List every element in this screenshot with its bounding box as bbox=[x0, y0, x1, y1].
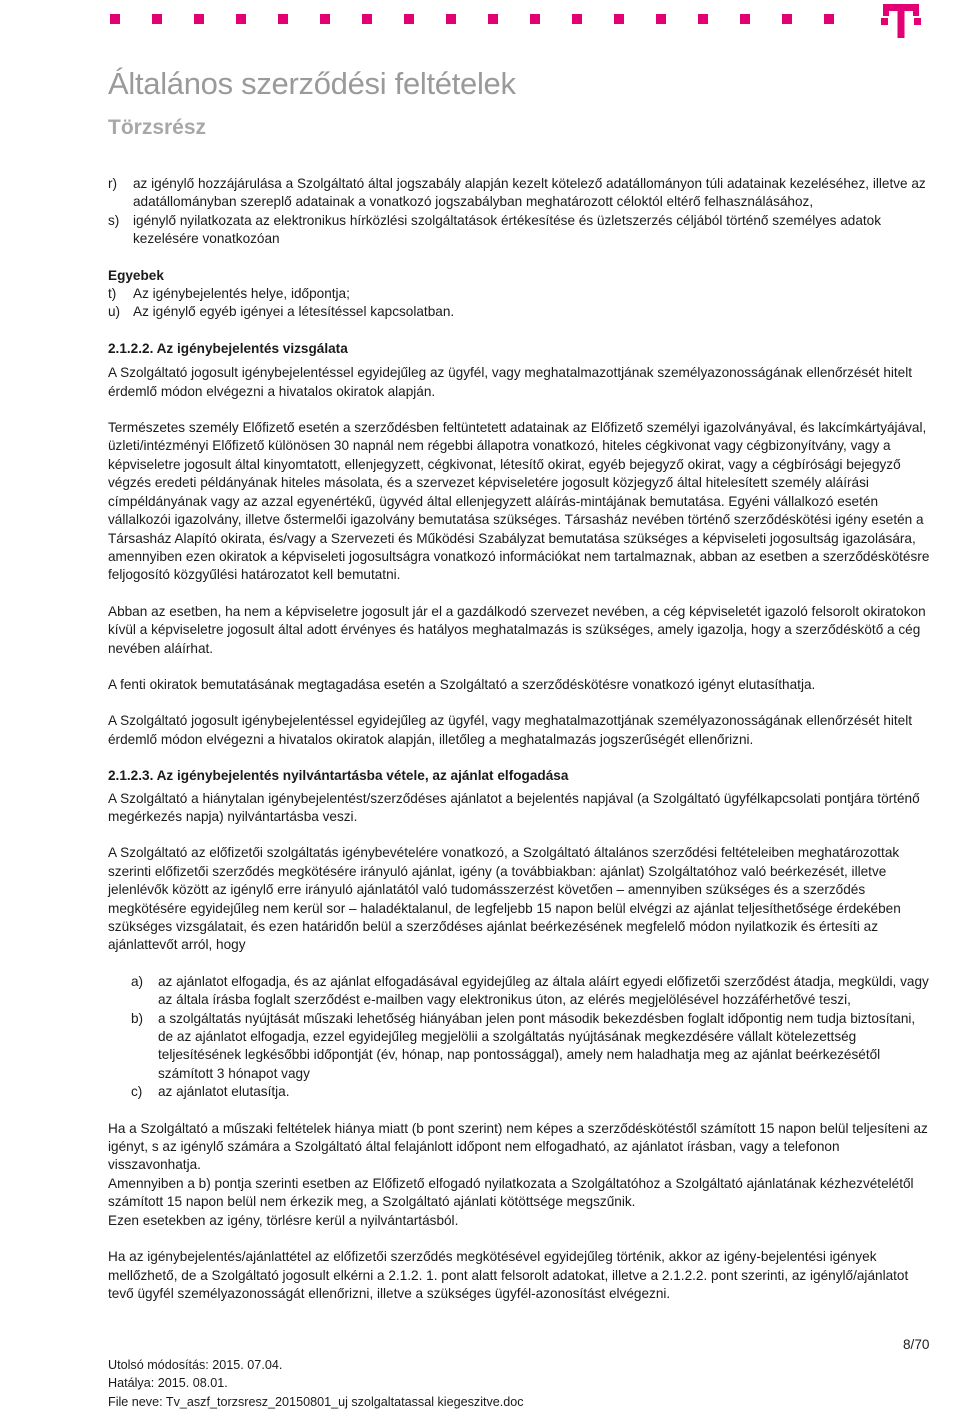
list-marker: c) bbox=[131, 1084, 143, 1100]
page-footer bbox=[108, 1356, 524, 1411]
section-heading-2123: 2.1.2.3. Az igénybejelentés nyilvántartásba vétele, az ajánlat elfogadása bbox=[108, 768, 569, 784]
paragraph: A Szolgáltató az előfizetői szolgáltatás igénybevételére vonatkozó, a Szolgáltató általános szerződési feltételeiben meghatározottak szerinti előfizetői szerződés megkötésére irányuló ajánlat, igény (a továbbiakban: ajánlat) Szolgáltatóhoz való beérkezését, illetve jelenlévők között az igénylő erre irányuló ajánlatától való tudomásszerzést követően – amennyiben szükséges és a szerződés megkötésére egyidejűleg nem kerül sor – haladéktalanul, de legfeljebb 15 napon belül elvégzi az ajánlat teljesíthetősége érdekében szükséges vizsgálatait, és ezen határidőn belül a szerződéses ajánlat beérkezésének megfelelő módon nyilatkozik és értesíti az ajánlattevőt arról, hogy bbox=[108, 845, 901, 953]
square-icon bbox=[152, 14, 162, 24]
paragraph: Ezen esetekben az igény, törlésre kerül a nyilvántartásból. bbox=[108, 1212, 459, 1228]
list-marker: r) bbox=[108, 176, 118, 191]
page-number: 8/70 bbox=[903, 1337, 930, 1352]
square-icon bbox=[698, 14, 708, 24]
list-marker: t) bbox=[108, 286, 117, 302]
list-item bbox=[108, 175, 930, 212]
square-icon bbox=[530, 14, 540, 24]
square-icon bbox=[488, 14, 498, 24]
list-item bbox=[108, 212, 930, 249]
paragraph: A Szolgáltató jogosult igénybejelentéssel egyidejűleg az ügyfél, vagy meghatalmazottjának személyazonosságának ellenőrzését hitelt érdemlő módon elvégezni a hivatalos okiratok alapján. bbox=[108, 365, 913, 399]
footer-filename: File neve: Tv_aszf_torzsresz_20150801_uj szolgaltatassal kiegeszitve.doc bbox=[108, 1394, 524, 1409]
paragraph: A Szolgáltató jogosult igénybejelentéssel egyidejűleg az ügyfél, vagy meghatalmazottjának személyazonosságának ellenőrzését hitelt érdemlő módon elvégezni a hivatalos okiratok alapján, illetőleg a meghatalmazás jogszerűségét ellenőrizni. bbox=[108, 713, 913, 747]
logo-squares bbox=[110, 14, 834, 24]
document-subtitle: Törzsrész bbox=[108, 116, 207, 139]
square-icon bbox=[194, 14, 204, 24]
paragraph: Abban az esetben, ha nem a képviseletre jogosult jár el a gazdálkodó szervezet nevében, a cég képviseletét igazoló felsorolt okiratokon kívül a képviseletre jogosult által adott érvényes és hatályos meghatalmazás is szükséges, amely igazolja, hogy a szerződéskötő a cég nevében aláírhat. bbox=[108, 603, 926, 656]
square-icon bbox=[782, 14, 792, 24]
square-icon bbox=[404, 14, 414, 24]
list-marker: u) bbox=[108, 304, 121, 320]
square-icon bbox=[110, 14, 120, 24]
document-body bbox=[108, 175, 930, 1303]
list-text: az igénylő hozzájárulása a Szolgáltató által jogszabály alapján kezelt kötelező adatállományon túli adatainak kezeléséhez, illetve az adatállományban szereplő adatainak a vonatkozó jogszabályban meghatározott céloktól eltérő felhasználásához, bbox=[133, 176, 926, 210]
list-text: a szolgáltatás nyújtását műszaki lehetőség hiányában jelen pont második bekezdésben foglalt időpontig nem tudja biztosítani, de az ajánlatot elfogadja, ezzel egyidejűleg megjelölii a szolgáltatás nyújtásának megkezdésére vállalt kötelezettség teljesítésének legkésőbbi időpontját (év, hónap, nap pontossággal), amely nem haladhatja meg az ajánlat beérkezésétől számított 3 hónapot vagy bbox=[158, 1010, 916, 1081]
paragraph: A fenti okiratok bemutatásának megtagadása esetén a Szolgáltató a szerződéskötésre vonatkozó igényt elutasíthatja. bbox=[108, 676, 816, 692]
square-icon bbox=[824, 14, 834, 24]
list-item bbox=[108, 303, 930, 321]
list-item bbox=[131, 1010, 930, 1084]
list-marker: b) bbox=[131, 1010, 144, 1026]
footer-effective: Hatálya: 2015. 08.01. bbox=[108, 1376, 228, 1391]
square-icon bbox=[236, 14, 246, 24]
list-item bbox=[131, 973, 930, 1010]
paragraph: Amennyiben a b) pontja szerinti esetben az Előfizető elfogadó nyilatkozata a Szolgáltatóhoz a Szolgáltató ajánlatának kézhezvételétől számított 15 napon belül nem érkezik meg, a Szolgáltató ajánlati kötöttsége megszűnik. bbox=[108, 1175, 914, 1210]
list-marker: a) bbox=[131, 973, 144, 989]
header-bar bbox=[0, 0, 960, 40]
square-icon bbox=[446, 14, 456, 24]
paragraph: Természetes személy Előfizető esetén a szerződésben feltüntetett adatainak az Előfizető személyi igazolványával, és lakcímkártyájával, üzleti/intézményi Előfizető különösen 30 napnál nem régebbi állapotra vonatkozó, hiteles cégkivonat vagy cégbizonyítvány, vagy a képviseletre jogosult által kinyomtatott, ellenjegyzett, cégkivonat, létesítő okirat, egyéb bejegyző okirat, vagy a cégbírósági bejegyző végzés eredeti példányának hiteles másolata, és a szervezet képviseletére jogosult közjegyző által hitelesített személy aláírási címpéldányának vagy az azzal egyenértékű, ügyvéd által ellenjegyzett aláírás-mintájának bemutatása. Egyéni vállalkozó esetén vállalkozói igazolvány, illetve őstermelői igazolvány bemutatása szükséges. Társasház nevében történő szerződéskötési igény esetén a Társasház Alapító okirata, és/vagy a Szervezeti és Működési Szabályzat bemutatása szükséges a képviseleti jogosultság igazolására, amennyiben ezen okiratok a képviseleti jogosultságra vonatkozó információkat nem tartalmaznak, abban az esetben a szerződéskötésre feljogosító közgyűlési határozatot kell bemutatni. bbox=[108, 420, 930, 583]
document-title: Általános szerződési feltételek bbox=[108, 66, 516, 101]
square-icon bbox=[320, 14, 330, 24]
list-text: az ajánlatot elfogadja, és az ajánlat elfogadásával egyidejűleg az általa aláírt egyedi előfizetői szerződést átadja, megküldi, vagy az általa írásba foglalt szerződést e-mailben vagy elektronikus úton, az elérés megjelölésével hozzáférhetővé teszi, bbox=[158, 973, 929, 1008]
paragraph: Ha a Szolgáltató a műszaki feltételek hiánya miatt (b pont szerint) nem képes a szerződéskötéstől számított 15 napon belül teljesíteni az igényt, s az igénylő számára a Szolgáltató által felajánlott időpont nem elfogadható, az ajánlatot írásban, vagy a telefonon visszavonhatja. bbox=[108, 1120, 928, 1173]
telekom-t-logo-icon bbox=[881, 0, 921, 38]
square-icon bbox=[740, 14, 750, 24]
footer-modified: Utolsó módosítás: 2015. 07.04. bbox=[108, 1358, 283, 1372]
square-icon bbox=[362, 14, 372, 24]
square-icon bbox=[572, 14, 582, 24]
egyebek-heading: Egyebek bbox=[108, 267, 164, 283]
list-text: az ajánlatot elutasítja. bbox=[158, 1084, 290, 1100]
square-icon bbox=[278, 14, 288, 24]
list-item bbox=[131, 1083, 930, 1101]
list-text: Az igénybejelentés helye, időpontja; bbox=[133, 286, 350, 302]
list-text: igénylő nyilatkozata az elektronikus hírközlési szolgáltatások értékesítése és üzletszerzés céljából történő személyes adatok kezelésére vonatkozóan bbox=[133, 212, 882, 247]
paragraph: Ha az igénybejelentés/ajánlattétel az előfizetői szerződés megkötésével egyidejűleg történik, akkor az igény-bejelentési igények mellőzhető, de a Szolgáltató jogosult elkérni a 2.1.2. 1. pont alatt felsorolt adatokat, illetve a 2.1.2.2. pont szerinti, az igénylő/ajánlatot tevő ügyfél személyazonosságát ellenőrizni, illetve a szükséges ügyfél-azonosítást elvégezni. bbox=[108, 1249, 909, 1301]
square-icon bbox=[656, 14, 666, 24]
paragraph: A Szolgáltató a hiánytalan igénybejelentést/szerződéses ajánlatot a bejelentés napjával (a Szolgáltató ügyfélkapcsolati pontjára történő megérkezés napja) nyilvántartásba veszi. bbox=[108, 790, 920, 824]
section-heading-2122: 2.1.2.2. Az igénybejelentés vizsgálata bbox=[108, 340, 348, 356]
list-marker: s) bbox=[108, 212, 120, 228]
square-icon bbox=[614, 14, 624, 24]
list-item bbox=[108, 285, 930, 303]
option-list bbox=[108, 973, 930, 1102]
list-text: Az igénylő egyéb igényei a létesítéssel kapcsolatban. bbox=[133, 304, 455, 320]
